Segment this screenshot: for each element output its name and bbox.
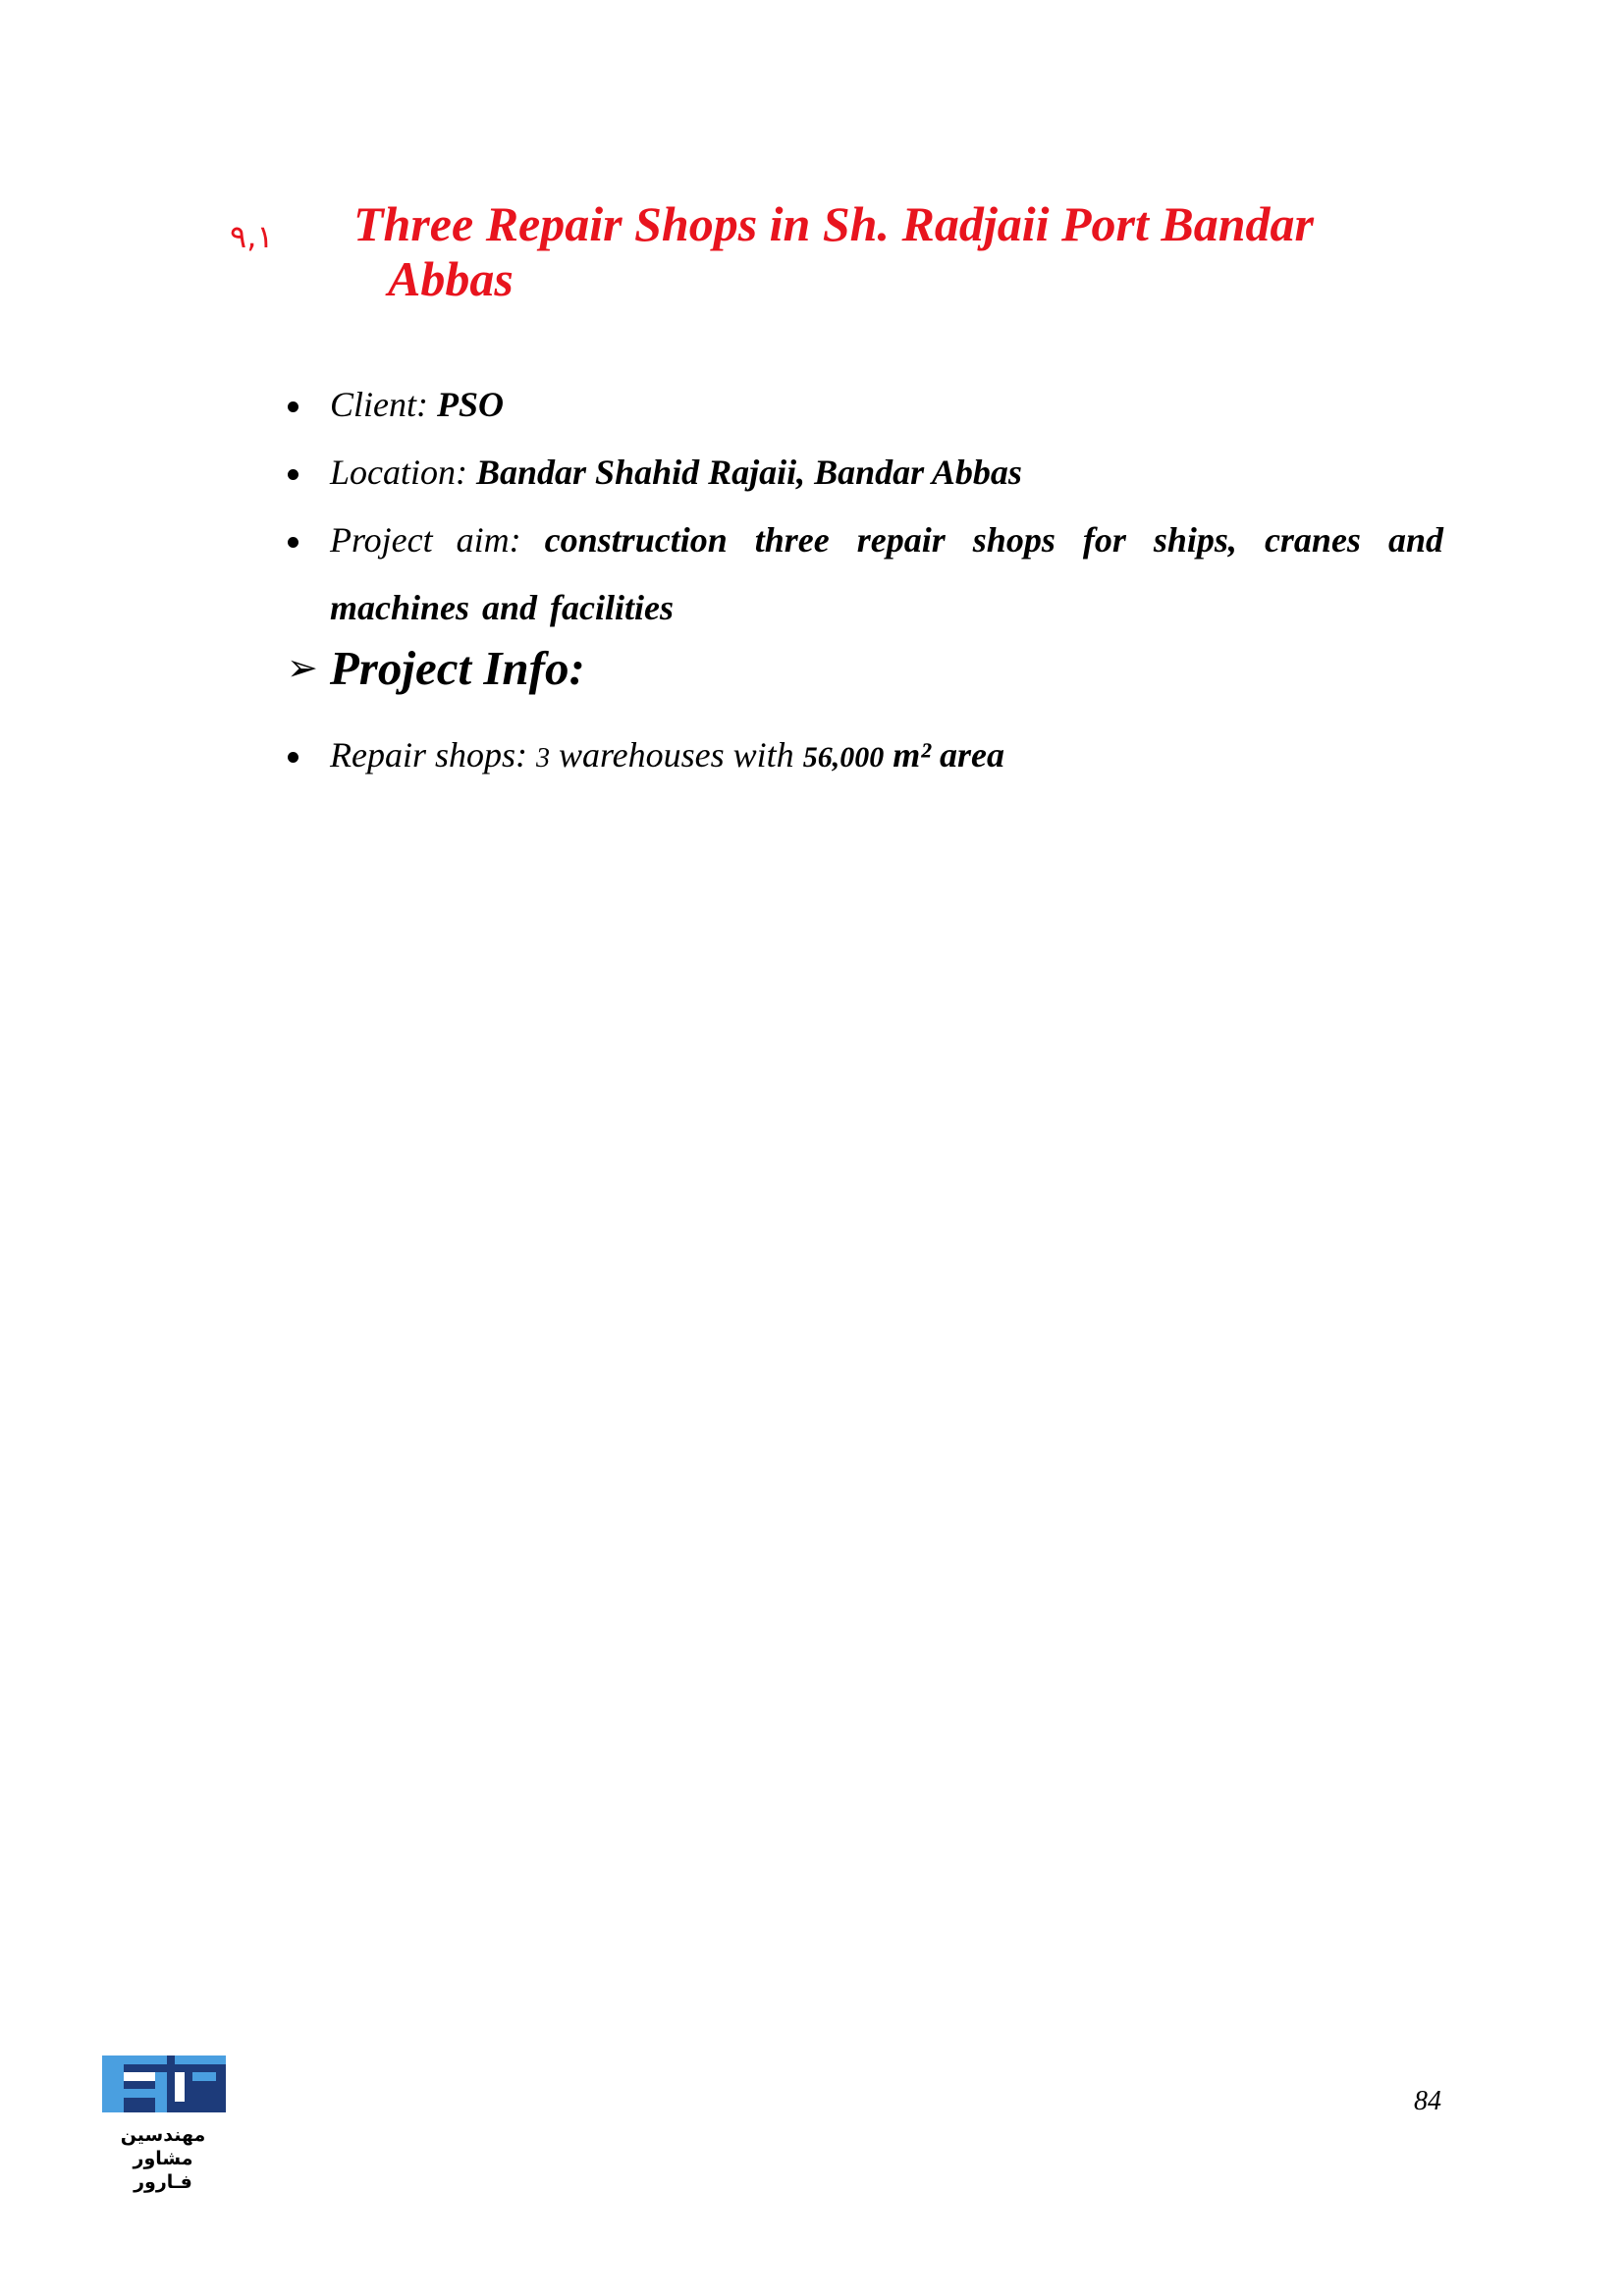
location-value: Bandar Shahid Rajaii, Bandar Abbas bbox=[476, 453, 1022, 492]
list-item-client bbox=[285, 371, 1443, 439]
repair-area-value: 56,000 bbox=[802, 741, 885, 774]
logo-light-left bbox=[102, 2056, 124, 2112]
bullet-icon bbox=[288, 752, 298, 763]
repair-count: 3 bbox=[536, 743, 550, 774]
logo-white-bar-1 bbox=[124, 2072, 155, 2081]
list-item-repair-shops bbox=[285, 721, 1443, 792]
page-number: 84 bbox=[1414, 2086, 1441, 2116]
bullet-icon bbox=[288, 469, 298, 480]
section-title bbox=[353, 196, 1384, 306]
section-number: ۹,۱ bbox=[230, 218, 274, 255]
logo-caption bbox=[94, 2123, 232, 2194]
aim-label: Project aim: bbox=[330, 520, 545, 560]
repair-mid-text: warehouses with bbox=[550, 735, 803, 774]
client-label: Client: bbox=[330, 385, 437, 424]
section-title-line1: Three Repair Shops in Sh. Radjaii Port Bandar bbox=[353, 196, 1315, 251]
list-item-project-aim bbox=[285, 507, 1443, 642]
logo-light-right-bar bbox=[192, 2072, 216, 2081]
project-info-title: Project Info: bbox=[329, 641, 585, 695]
project-details-list bbox=[285, 371, 1443, 642]
logo-light-top bbox=[124, 2056, 167, 2064]
repair-area-unit: m² area bbox=[884, 735, 1004, 774]
project-info-list bbox=[285, 721, 1443, 792]
project-info-heading bbox=[287, 640, 585, 696]
bullet-icon bbox=[288, 401, 298, 412]
section-title-line2: Abbas bbox=[388, 251, 514, 306]
list-item-location bbox=[285, 439, 1443, 507]
repair-label: Repair shops: bbox=[330, 735, 536, 774]
bullet-icon bbox=[288, 537, 298, 548]
logo-light-top-right bbox=[175, 2056, 226, 2064]
aim-value: construction three repair shops for ships, cranes and machines and facilities bbox=[330, 520, 1443, 627]
logo-white-bar-2 bbox=[175, 2072, 185, 2102]
location-label: Location: bbox=[330, 453, 476, 492]
logo-caption-line1: مهندسین مشاور bbox=[120, 2124, 206, 2169]
client-value: PSO bbox=[436, 385, 504, 424]
logo-caption-line2: فـارور bbox=[134, 2171, 192, 2193]
arrow-bullet-icon: ➢ bbox=[287, 646, 318, 689]
logo-light-stem bbox=[155, 2072, 167, 2112]
